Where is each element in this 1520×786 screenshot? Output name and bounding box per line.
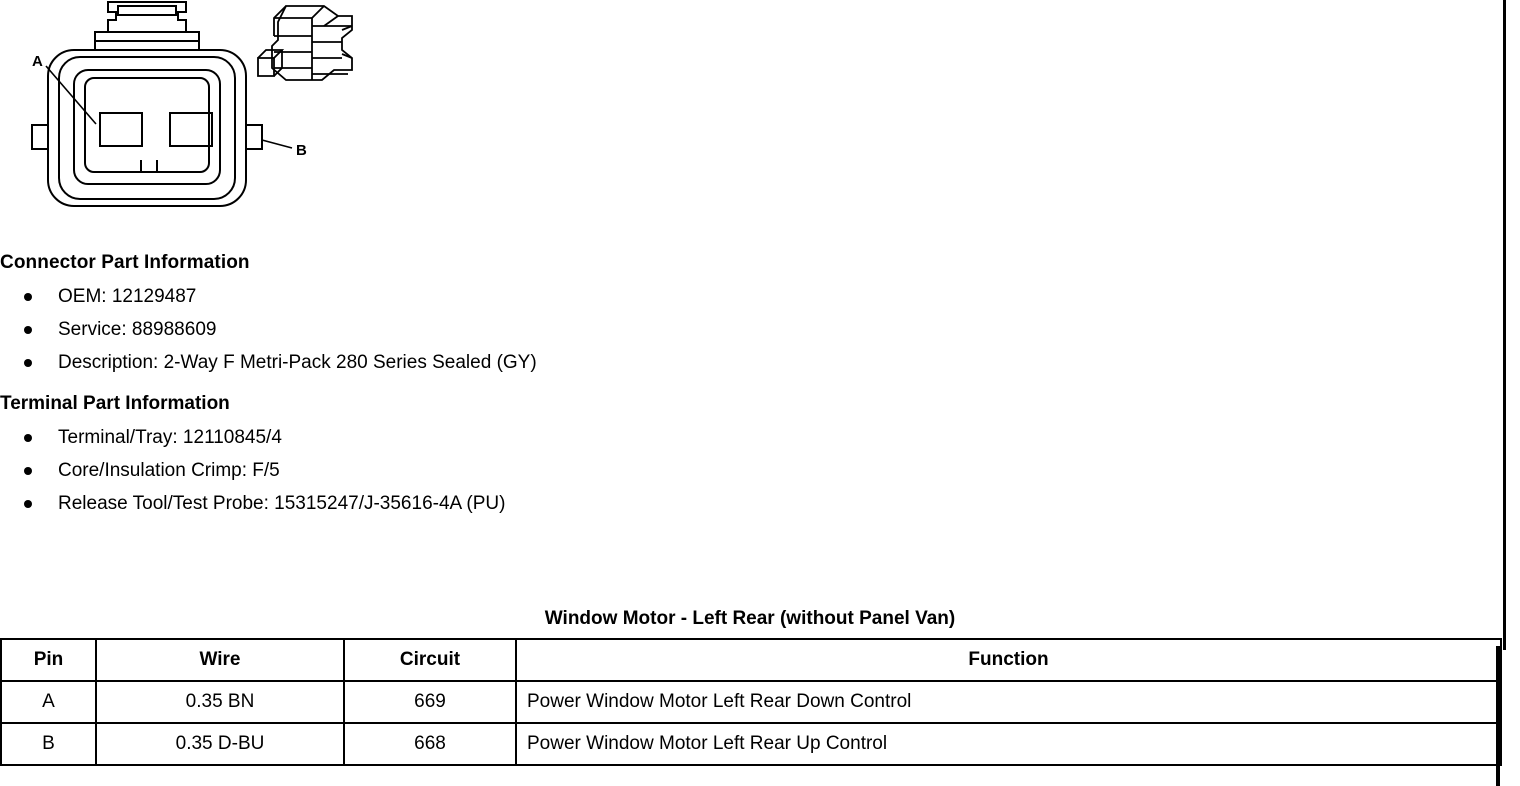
cell-pin: A xyxy=(1,681,96,723)
list-item: Service: 88988609 xyxy=(0,313,1100,346)
cell-function: Power Window Motor Left Rear Up Control xyxy=(516,723,1501,765)
pin-table-title: Window Motor - Left Rear (without Panel Van) xyxy=(544,608,956,629)
column-header-function: Function xyxy=(516,639,1501,681)
cell-pin: B xyxy=(1,723,96,765)
list-item: Release Tool/Test Probe: 15315247/J-35616-4A (PU) xyxy=(0,487,1100,520)
cell-wire: 0.35 BN xyxy=(96,681,344,723)
connector-part-information-heading: Connector Part Information xyxy=(0,252,250,273)
table-row xyxy=(1,681,1501,723)
part-information-section xyxy=(0,252,1100,534)
connector-illustration xyxy=(0,0,400,235)
column-header-pin: Pin xyxy=(1,639,96,681)
table-header-row xyxy=(1,639,1501,681)
column-header-wire: Wire xyxy=(96,639,344,681)
table-row xyxy=(1,723,1501,765)
cell-wire: 0.35 D-BU xyxy=(96,723,344,765)
illustration-label-b: B xyxy=(296,142,307,159)
list-item: Terminal/Tray: 12110845/4 xyxy=(0,421,1100,454)
cell-function: Power Window Motor Left Rear Down Control xyxy=(516,681,1501,723)
terminal-part-information-heading: Terminal Part Information xyxy=(0,393,230,414)
list-item: Core/Insulation Crimp: F/5 xyxy=(0,454,1100,487)
connector-part-information-list xyxy=(0,280,1100,379)
column-header-circuit: Circuit xyxy=(344,639,516,681)
pin-table xyxy=(0,638,1502,766)
illustration-label-a: A xyxy=(32,53,43,70)
cell-circuit: 668 xyxy=(344,723,516,765)
list-item: Description: 2-Way F Metri-Pack 280 Series Sealed (GY) xyxy=(0,346,1100,379)
connector-diagram-svg xyxy=(0,0,400,235)
cell-circuit: 669 xyxy=(344,681,516,723)
pin-table-section xyxy=(0,608,1500,766)
page-edge-rule-top xyxy=(1503,0,1506,650)
terminal-part-information-list xyxy=(0,421,1100,520)
list-item: OEM: 12129487 xyxy=(0,280,1100,313)
